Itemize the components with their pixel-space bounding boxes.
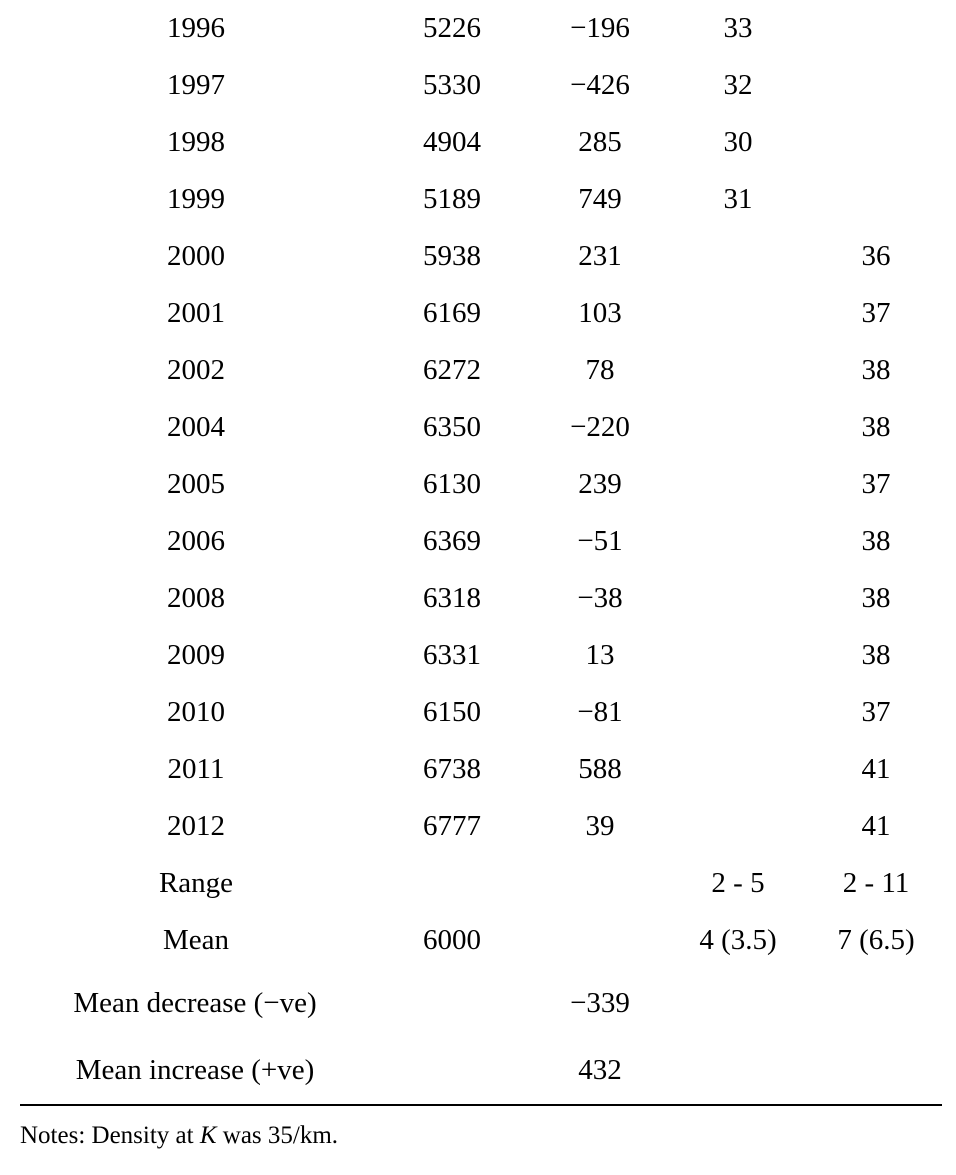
table-row [0,749,956,789]
year-cell: 2009 [167,639,225,671]
summary-change: −339 [570,987,630,1019]
col5-cell: 37 [861,468,891,500]
summary-label: Mean increase (+ve) [75,1054,315,1086]
value-cell: 6369 [423,525,481,557]
change-cell: 78 [585,354,615,386]
table-row [0,806,956,846]
value-cell: 6150 [423,696,481,728]
col4-cell: 30 [723,126,753,158]
year-cell: 1997 [167,69,225,101]
col5-cell: 38 [861,582,891,614]
table-row [0,635,956,675]
notes-k-symbol: K [199,1122,217,1149]
change-cell: 749 [578,183,622,215]
col5-cell: 41 [861,810,891,842]
table-row [0,236,956,276]
change-cell: −81 [577,696,623,728]
change-cell: −38 [577,582,623,614]
value-cell: 6169 [423,297,481,329]
change-cell: 103 [578,297,622,329]
change-cell: 285 [578,126,622,158]
value-cell: 6777 [423,810,481,842]
change-cell: −220 [570,411,630,443]
table-notes [20,1120,338,1152]
value-cell: 5189 [423,183,481,215]
value-cell: 5938 [423,240,481,272]
value-cell: 6272 [423,354,481,386]
year-cell: 2006 [167,525,225,557]
value-cell: 5330 [423,69,481,101]
change-cell: 239 [578,468,622,500]
summary-row-mean-increase [0,1050,956,1090]
col5-cell: 41 [861,753,891,785]
summary-label: Mean decrease (−ve) [73,987,317,1019]
col5-cell: 38 [861,411,891,443]
table-row [0,407,956,447]
summary-row-mean [0,920,956,960]
year-cell: 1999 [167,183,225,215]
year-cell: 1996 [167,12,225,44]
value-cell: 6350 [423,411,481,443]
summary-row-mean-decrease [0,983,956,1023]
value-cell: 6331 [423,639,481,671]
year-cell: 2011 [167,753,225,785]
year-cell: 1998 [167,126,225,158]
change-cell: −51 [577,525,623,557]
year-cell: 2001 [167,297,225,329]
table-row [0,521,956,561]
col5-cell: 38 [861,639,891,671]
value-cell: 6318 [423,582,481,614]
change-cell: 588 [578,753,622,785]
year-cell: 2000 [167,240,225,272]
table-row [0,179,956,219]
summary-col4: 2 - 5 [711,867,765,899]
table-row [0,692,956,732]
year-cell: 2004 [167,411,225,443]
col5-cell: 37 [861,696,891,728]
table-row [0,578,956,618]
summary-row-range [0,863,956,903]
table-row [0,122,956,162]
summary-value: 6000 [423,924,481,956]
notes-suffix: was 35/km. [216,1122,339,1149]
value-cell: 6130 [423,468,481,500]
year-cell: 2012 [167,810,225,842]
change-cell: 13 [585,639,615,671]
summary-label: Mean [162,924,230,956]
col4-cell: 31 [723,183,753,215]
change-cell: 231 [578,240,622,272]
summary-change: 432 [578,1054,622,1086]
value-cell: 5226 [423,12,481,44]
col5-cell: 38 [861,354,891,386]
year-cell: 2010 [167,696,225,728]
year-cell: 2008 [167,582,225,614]
table-row [0,65,956,105]
col4-cell: 32 [723,69,753,101]
col5-cell: 37 [861,297,891,329]
change-cell: −196 [570,12,630,44]
notes-prefix: Notes: Density at [20,1122,200,1149]
change-cell: −426 [570,69,630,101]
summary-col5: 2 - 11 [842,867,910,899]
year-cell: 2002 [167,354,225,386]
summary-label: Range [158,867,234,899]
table-row [0,464,956,504]
col5-cell: 38 [861,525,891,557]
year-cell: 2005 [167,468,225,500]
col5-cell: 36 [861,240,891,272]
table-row [0,8,956,48]
col4-cell: 33 [723,12,753,44]
change-cell: 39 [585,810,615,842]
summary-col4: 4 (3.5) [699,924,777,956]
table-row [0,350,956,390]
table-row [0,293,956,333]
value-cell: 4904 [423,126,481,158]
table-bottom-rule [20,1104,942,1106]
summary-col5: 7 (6.5) [837,924,915,956]
value-cell: 6738 [423,753,481,785]
